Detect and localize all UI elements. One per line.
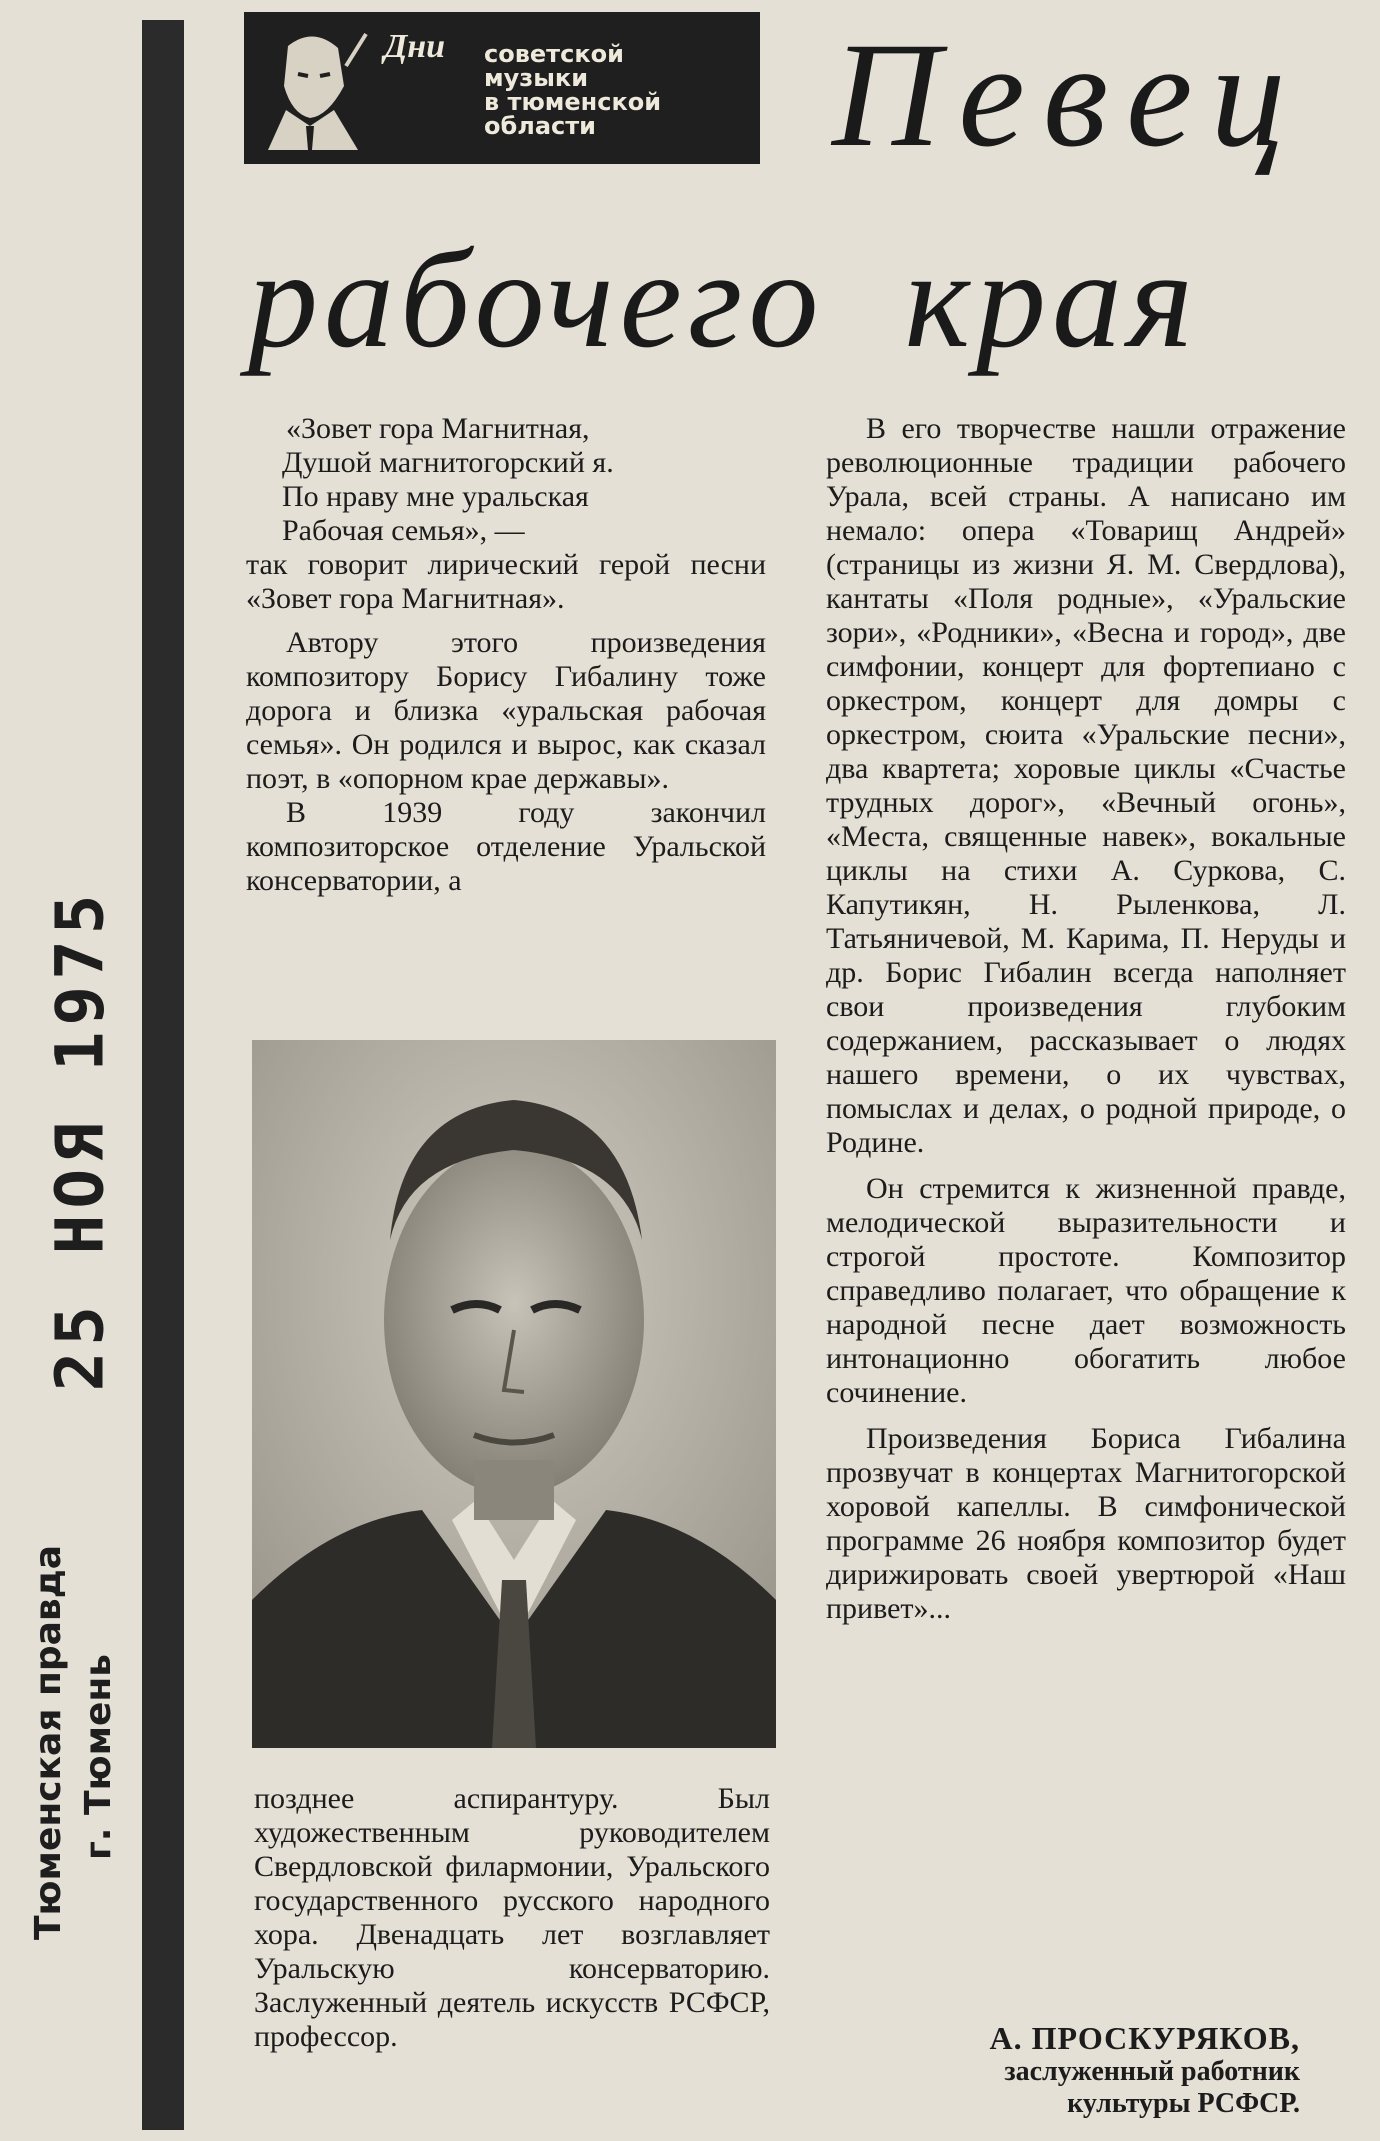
poem-line: Душой магнитогорский я.	[282, 446, 614, 479]
newspaper-name: Тюменская правда	[28, 1544, 69, 1940]
rubric-script: Дни	[384, 28, 446, 65]
city-name: г. Тюмень	[78, 1653, 119, 1860]
date-stamp-text: 25 НОЯ 1975	[41, 888, 119, 1392]
rubric-box	[244, 12, 760, 164]
rubric-text	[484, 42, 754, 138]
poem-line: По нраву мне уральская	[282, 480, 589, 513]
author-title: заслуженный работник	[1004, 2056, 1300, 2087]
paragraph: Произведения Бориса Гибалина прозвучат в концертах Магнитогорской хоровой капеллы. В симфонической программе 26 ноября композитор будет дирижировать своей увертюрой «Наш привет»...	[826, 1422, 1346, 1625]
article-column-left-continued	[254, 1782, 770, 2054]
margin-black-bar	[142, 20, 184, 2130]
article-column-right	[826, 412, 1346, 1626]
rubric-line: в тюменской	[484, 88, 662, 116]
paragraph: так говорит лирический герой песни «Зовет гора Магнитная».	[246, 548, 766, 615]
rubric-line: области	[484, 112, 596, 140]
paragraph: позднее аспирантуру. Был художественным руководителем Свердловской филармонии, Уральского государственного русского народного хора. Двенадцать лет возглавляет Уральскую консерваторию. Заслуженный деятель искусств РСФСР, профессор.	[254, 1782, 770, 2053]
headline-line	[248, 222, 1200, 377]
paragraph: Он стремится к жизненной правде, мелодической выразительности и строгой простоте. Композитор справедливо полагает, что обращение к народной песне дает возможность интонационно обогатить любое сочинение.	[826, 1172, 1346, 1409]
conductor-illustration-icon	[258, 26, 368, 150]
headline-word: рабочего	[248, 222, 825, 377]
rubric-line: музыки	[484, 64, 589, 92]
headline-word: края	[904, 222, 1200, 377]
paragraph: Автору этого произведения композитору Борису Гибалину тоже дорога и близка «уральская рабочая семья». Он родился и вырос, как сказал поэт, в «опорном крае державы».	[246, 626, 766, 795]
author-name: А. ПРОСКУРЯКОВ,	[989, 2020, 1300, 2056]
paragraph: В 1939 году закончил композиторское отделение Уральской консерватории, а	[246, 796, 766, 897]
source-stamp	[20, 1540, 140, 1960]
paragraph: В его творчестве нашли отражение революционные традиции рабочего Урала, всей страны. А написано им немало: опера «Товарищ Андрей» (страницы из жизни Я. М. Свердлова), кантаты «Поля родные», «Уральские зори», «Родники», «Весна и город», две симфонии, концерт для фортепиано с оркестром, концерт для домры с оркестром, сюита «Уральские песни», два квартета; хоровые циклы «Счастье трудных дорог», «Вечный огонь», «Места, священные навек», вокальные циклы на стихи А. Суркова, С. Капутикян, Н. Рыленкова, Л. Татьяничевой, М. Карима, П. Неруды и др. Борис Гибалин всегда наполняет свои произведения глубоким содержанием, рассказывает о людях нашего времени, о их чувствах, помыслах и делах, о родной природе, о Родине.	[826, 412, 1346, 1159]
composer-portrait-photo	[252, 1040, 776, 1748]
date-stamp	[40, 888, 120, 1392]
rubric-line: советской	[484, 40, 624, 68]
poem-quote	[246, 412, 766, 548]
author-title: культуры РСФСР.	[1067, 2088, 1300, 2119]
headline-word: Певец	[832, 12, 1304, 178]
article-column-left	[246, 412, 766, 898]
author-signature	[880, 2020, 1300, 2120]
poem-line: Рабочая семья», —	[282, 514, 525, 547]
poem-line: «Зовет гора Магнитная,	[286, 412, 590, 445]
